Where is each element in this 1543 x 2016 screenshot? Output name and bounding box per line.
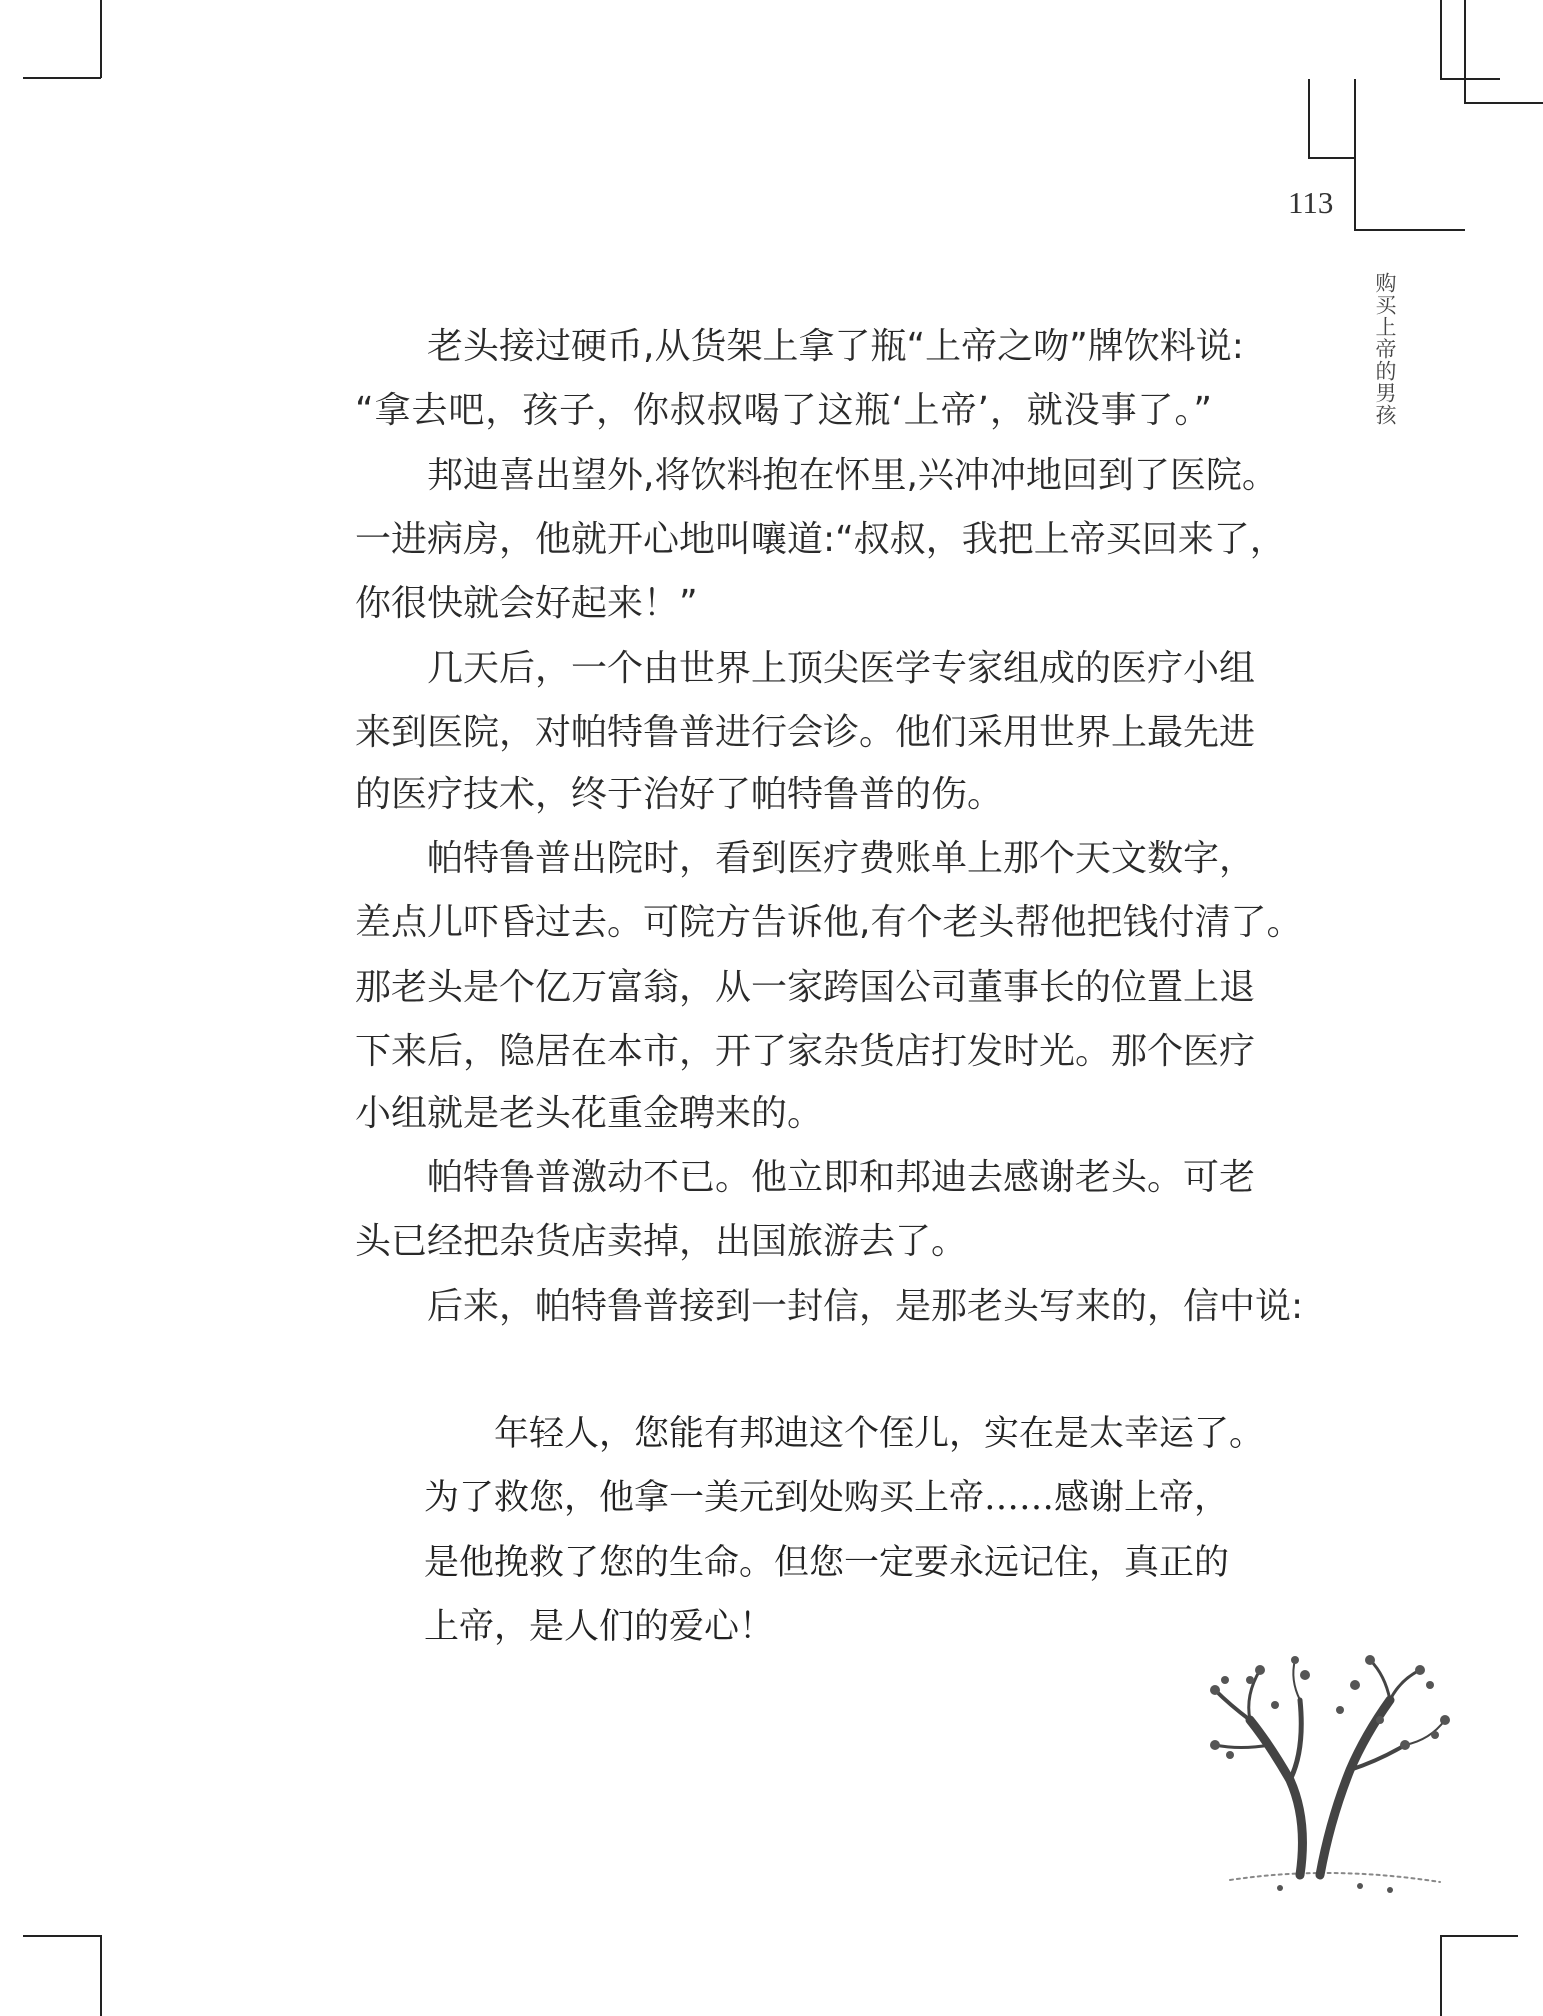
text-line: 帕特鲁普出院时，看到医疗费账单上那个天文数字， [427,838,1256,879]
letter-line: 年轻人，您能有邦迪这个侄儿，实在是太幸运了。 [494,1414,1265,1454]
text-line: 一进病房，他就开心地叫嚷道:“叔叔，我把上帝买回来了， [355,519,1286,560]
text-line: 头已经把杂货店卖掉，出国旅游去了。 [355,1221,968,1262]
text-line: 来到医院，对帕特鲁普进行会诊。他们采用世界上最先进 [355,712,1256,753]
text-line: 差点儿吓昏过去。可院方告诉他,有个老头帮他把钱付清了。 [355,902,1303,943]
text-line: 邦迪喜出望外,将饮料抱在怀里,兴冲冲地回到了医院。 [427,455,1278,496]
text-line: 帕特鲁普激动不已。他立即和邦迪去感谢老头。可老 [427,1157,1256,1198]
letter-line: 是他挽救了您的生命。但您一定要永远记住，真正的 [424,1543,1230,1583]
letter-line: 为了救您，他拿一美元到处购买上帝……感谢上帝， [424,1478,1230,1518]
page-number: 113 [1288,185,1334,220]
tree-illustration [1190,1650,1470,1910]
running-title: 购买上帝的男孩 [1373,272,1397,426]
text-line: 后来，帕特鲁普接到一封信，是那老头写来的，信中说: [427,1286,1304,1327]
text-line: 几天后，一个由世界上顶尖医学专家组成的医疗小组 [427,648,1256,689]
text-line: 下来后，隐居在本市，开了家杂货店打发时光。那个医疗 [355,1031,1256,1072]
text-line: “拿去吧，孩子，你叔叔喝了这瓶‘上帝’，就没事了。” [355,390,1212,431]
text-line: 小组就是老头花重金聘来的。 [355,1093,824,1134]
letter-line: 上帝，是人们的爱心！ [424,1607,775,1647]
text-line: 那老头是个亿万富翁，从一家跨国公司董事长的位置上退 [355,967,1256,1008]
text-line: 你很快就会好起来！” [355,583,698,624]
text-line: 老头接过硬币,从货架上拿了瓶“上帝之吻”牌饮料说: [427,326,1244,367]
text-line: 的医疗技术，终于治好了帕特鲁普的伤。 [355,774,1004,815]
